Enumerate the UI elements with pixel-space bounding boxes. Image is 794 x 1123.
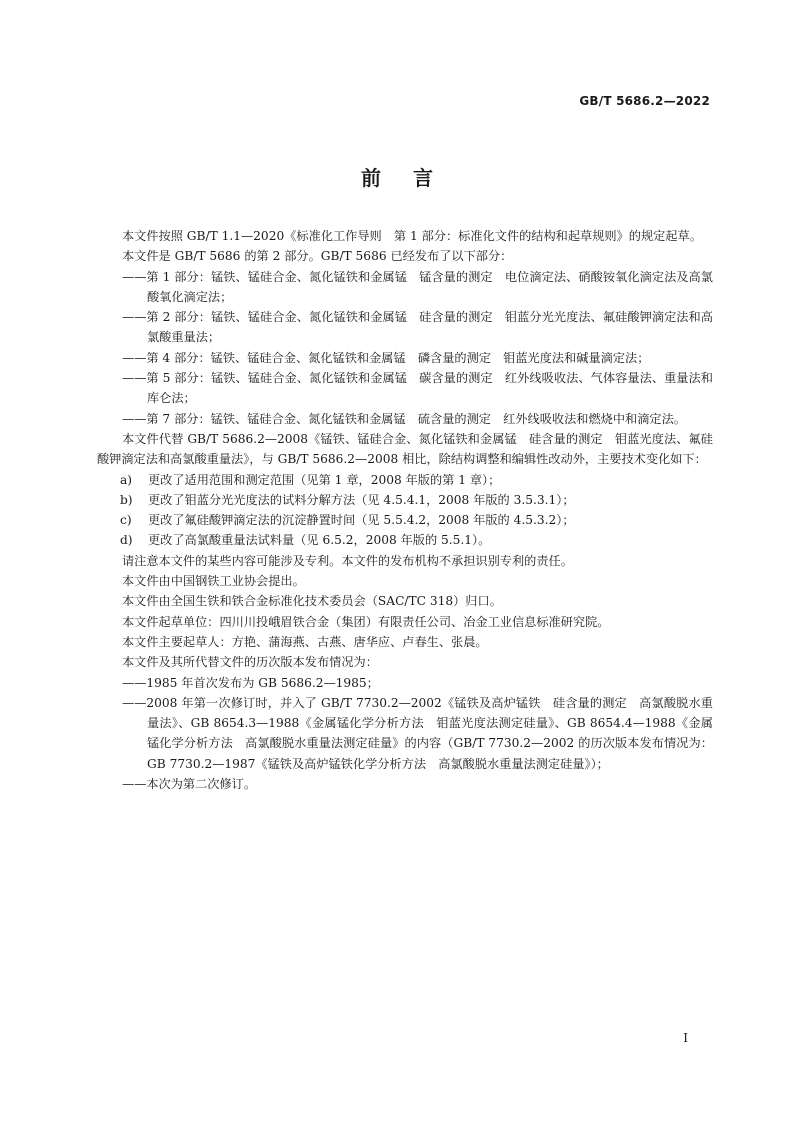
drafting-rules-paragraph: 本文件按照 GB/T 1.1—2020《标准化工作导则 第 1 部分：标准化文件的结构和起草规则》的规定起草。 — [122, 229, 702, 243]
list-label: b) — [120, 492, 133, 507]
drafting-units-paragraph: 本文件起草单位：四川川投峨眉铁合金（集团）有限责任公司、冶金工业信息标准研究院。 — [122, 614, 610, 629]
list-text: 更改了适用范围和测定范围（见第 1 章，2008 年版的第 1 章）； — [148, 472, 501, 487]
list-item: ——本次为第二次修订。 — [122, 777, 257, 792]
proposer-paragraph: 本文件由中国钢铁工业协会提出。 — [122, 574, 305, 589]
patent-notice-paragraph: 请注意本文件的某些内容可能涉及专利。本文件的发布机构不承担识别专利的责任。 — [122, 553, 573, 568]
list-item: ——第 4 部分：锰铁、锰硅合金、氮化锰铁和金属锰 磷含量的测定 钼蓝光度法和碱量滴定法； — [122, 350, 650, 365]
page-title: 前言 — [361, 166, 465, 190]
list-item — [97, 470, 713, 490]
replacement-paragraph: 本文件代替 GB/T 5686.2—2008《锰铁、锰硅合金、氮化锰铁和金属锰 硅含量的测定 钼蓝光度法、氟硅酸钾滴定法和高氯酸重量法》，与 GB/T 5686.2—2008 相比，除结构调整和编辑性改动外，主要技术变化如下： — [97, 431, 713, 467]
page-number: I — [683, 1031, 688, 1045]
foreword-body — [97, 226, 713, 794]
list-item: ——第 1 部分：锰铁、锰硅合金、氮化锰铁和金属锰 锰含量的测定 电位滴定法、硝酸铵氧化滴定法及高氯酸氧化滴定法； — [122, 269, 713, 304]
published-parts-list — [97, 267, 713, 429]
list-text: 更改了氟硅酸钾滴定法的沉淀静置时间（见 5.5.4.2，2008 年版的 4.5.3.2）； — [148, 513, 575, 528]
drafters-paragraph: 本文件主要起草人：方艳、蒲海燕、古燕、唐华应、卢春生、张晨。 — [122, 634, 488, 649]
list-text: 更改了钼蓝分光光度法的试料分解方法（见 4.5.4.1，2008 年版的 3.5.3.1）； — [148, 492, 575, 507]
technical-changes-list — [97, 470, 713, 551]
list-item — [97, 530, 713, 550]
list-item — [97, 490, 713, 510]
list-label: c) — [120, 513, 132, 528]
list-label: a) — [120, 472, 133, 487]
list-item: ——1985 年首次发布为 GB 5686.2—1985； — [122, 675, 379, 690]
standard-number: GB/T 5686.2—2022 — [579, 94, 710, 108]
list-item: ——第 7 部分：锰铁、锰硅合金、氮化锰铁和金属锰 硫含量的测定 红外线吸收法和燃烧中和滴定法。 — [122, 411, 686, 426]
list-text: 更改了高氯酸重量法试料量（见 6.5.2，2008 年版的 5.5.1）。 — [148, 533, 491, 548]
committee-paragraph: 本文件由全国生铁和铁合金标准化技术委员会（SAC/TC 318）归口。 — [122, 594, 502, 609]
parts-intro-paragraph: 本文件是 GB/T 5686 的第 2 部分。GB/T 5686 已经发布了以下部分： — [122, 249, 513, 264]
list-item: ——第 2 部分：锰铁、锰硅合金、氮化锰铁和金属锰 硅含量的测定 钼蓝分光光度法、氟硅酸钾滴定法和高氯酸重量法； — [122, 310, 713, 345]
version-history-list — [97, 673, 713, 795]
list-item: ——第 5 部分：锰铁、锰硅合金、氮化锰铁和金属锰 碳含量的测定 红外线吸收法、气体容量法、重量法和库仑法； — [122, 371, 713, 406]
list-item: ——2008 年第一次修订时，并入了 GB/T 7730.2—2002《锰铁及高炉锰铁 硅含量的测定 高氯酸脱水重量法》、GB 8654.3—1988《金属锰化学分析方法 钼蓝光度法测定硅量》、GB 8654.4—1988《金属锰化学分析方法 高氯酸脱水重量法测定硅量》的内容（GB/T 7730.2—2002 的历次版本发布情况为：GB 7730.2—1987《锰铁及高炉锰铁化学分析方法 高氯酸脱水重量法测定硅量》）； — [122, 695, 713, 771]
list-item — [97, 510, 713, 530]
list-label: d) — [120, 533, 133, 548]
history-intro-paragraph: 本文件及其所代替文件的历次版本发布情况为： — [122, 655, 378, 670]
